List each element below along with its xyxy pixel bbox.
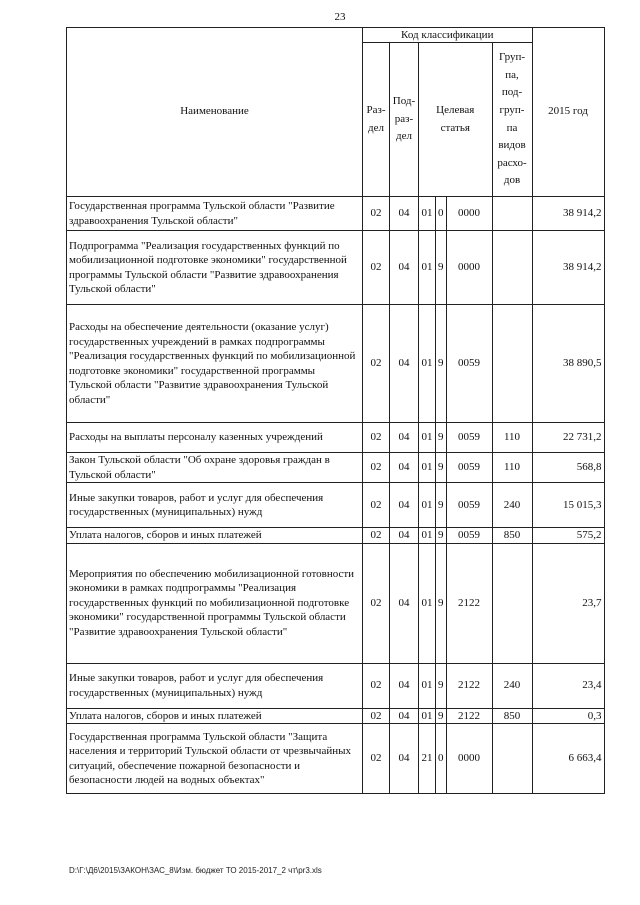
row-subsection: 04	[390, 483, 419, 528]
row-section: 02	[363, 483, 390, 528]
row-group	[492, 231, 532, 305]
row-target-b: 0	[436, 197, 447, 231]
row-target-b: 9	[436, 483, 447, 528]
row-amount: 15 015,3	[532, 483, 604, 528]
row-group: 240	[492, 483, 532, 528]
header-name: Наименование	[67, 28, 363, 197]
row-target-b: 9	[436, 453, 447, 483]
row-amount: 23,7	[532, 543, 604, 663]
row-amount: 6 663,4	[532, 724, 604, 794]
row-group: 850	[492, 528, 532, 544]
row-target-c: 0059	[446, 483, 492, 528]
row-target-c: 0000	[446, 231, 492, 305]
row-name: Уплата налогов, сборов и иных платежей	[67, 528, 363, 544]
row-subsection: 04	[390, 305, 419, 423]
table-row	[67, 528, 605, 544]
row-section: 02	[363, 197, 390, 231]
row-target-a: 01	[419, 231, 436, 305]
header-group: Груп- па, под- груп- па видов расхо- дов	[492, 43, 532, 197]
row-section: 02	[363, 423, 390, 453]
table-row	[67, 724, 605, 794]
row-name: Мероприятия по обеспечению мобилизационной готовности экономики в рамках подпрограммы "Реализация государственных функций по мобилизационной подготовке экономики" государственной программы Тульской области "Развитие здравоохранения Тульской области"	[67, 543, 363, 663]
table-row	[67, 305, 605, 423]
row-target-c: 0059	[446, 528, 492, 544]
row-subsection: 04	[390, 708, 419, 724]
row-name: Расходы на выплаты персоналу казенных учреждений	[67, 423, 363, 453]
row-group	[492, 305, 532, 423]
row-group: 110	[492, 423, 532, 453]
row-group	[492, 197, 532, 231]
row-target-a: 01	[419, 543, 436, 663]
header-year: 2015 год	[532, 28, 604, 197]
header-target: Целевая статья	[419, 43, 493, 197]
row-target-c: 0000	[446, 197, 492, 231]
row-amount: 23,4	[532, 663, 604, 708]
row-target-b: 0	[436, 724, 447, 794]
row-section: 02	[363, 708, 390, 724]
row-subsection: 04	[390, 197, 419, 231]
table-row	[67, 543, 605, 663]
header-subsection: Под- раз- дел	[390, 43, 419, 197]
row-target-b: 9	[436, 543, 447, 663]
row-target-a: 01	[419, 483, 436, 528]
row-amount: 38 890,5	[532, 305, 604, 423]
row-subsection: 04	[390, 528, 419, 544]
row-name: Иные закупки товаров, работ и услуг для обеспечения государственных (муниципальных) нужд	[67, 663, 363, 708]
table-row	[67, 231, 605, 305]
row-target-b: 9	[436, 305, 447, 423]
table-row	[67, 483, 605, 528]
row-subsection: 04	[390, 663, 419, 708]
row-target-b: 9	[436, 231, 447, 305]
row-target-c: 2122	[446, 663, 492, 708]
header-section: Раз- дел	[363, 43, 390, 197]
row-target-b: 9	[436, 423, 447, 453]
row-target-b: 9	[436, 528, 447, 544]
row-target-a: 21	[419, 724, 436, 794]
row-group	[492, 724, 532, 794]
budget-table	[66, 27, 605, 794]
row-subsection: 04	[390, 453, 419, 483]
row-target-b: 9	[436, 708, 447, 724]
row-target-c: 0000	[446, 724, 492, 794]
row-name: Подпрограмма "Реализация государственных функций по мобилизационной подготовке экономики" государственной программы Тульской области "Развитие здравоохранения Тульской области"	[67, 231, 363, 305]
row-target-c: 0059	[446, 453, 492, 483]
row-group: 110	[492, 453, 532, 483]
row-target-b: 9	[436, 663, 447, 708]
header-classification: Код классификации	[363, 28, 533, 43]
row-target-a: 01	[419, 305, 436, 423]
row-section: 02	[363, 663, 390, 708]
row-group	[492, 543, 532, 663]
row-section: 02	[363, 231, 390, 305]
row-name: Государственная программа Тульской области "Защита населения и территорий Тульской области от чрезвычайных ситуаций, обеспечение пожарной безопасности и безопасности людей на водных объектах"	[67, 724, 363, 794]
row-group: 850	[492, 708, 532, 724]
row-name: Иные закупки товаров, работ и услуг для обеспечения государственных (муниципальных) нужд	[67, 483, 363, 528]
row-target-a: 01	[419, 663, 436, 708]
row-group: 240	[492, 663, 532, 708]
row-name: Расходы на обеспечение деятельности (оказание услуг) государственных учреждений в рамках подпрограммы "Реализация государственных функций по мобилизационной подготовке экономики" государственной программы Тульской области "Развитие здравоохранения Тульской области"	[67, 305, 363, 423]
row-section: 02	[363, 724, 390, 794]
table-row	[67, 708, 605, 724]
row-section: 02	[363, 453, 390, 483]
row-target-c: 0059	[446, 305, 492, 423]
row-amount: 0,3	[532, 708, 604, 724]
row-section: 02	[363, 528, 390, 544]
row-target-a: 01	[419, 423, 436, 453]
row-name: Закон Тульской области "Об охране здоровья граждан в Тульской области"	[67, 453, 363, 483]
row-subsection: 04	[390, 423, 419, 453]
page-number: 23	[334, 11, 346, 23]
row-target-a: 01	[419, 197, 436, 231]
row-section: 02	[363, 305, 390, 423]
row-amount: 38 914,2	[532, 197, 604, 231]
row-subsection: 04	[390, 543, 419, 663]
row-subsection: 04	[390, 231, 419, 305]
row-name: Уплата налогов, сборов и иных платежей	[67, 708, 363, 724]
table-row	[67, 663, 605, 708]
file-path-footer: D:\Г:\Д6\2015\ЗАКОН\ЗАС_8\Изм. бюджет ТО 2015-2017_2 чт\pr3.xls	[69, 866, 322, 875]
row-target-a: 01	[419, 528, 436, 544]
row-amount: 575,2	[532, 528, 604, 544]
row-amount: 22 731,2	[532, 423, 604, 453]
row-amount: 38 914,2	[532, 231, 604, 305]
row-target-c: 2122	[446, 708, 492, 724]
table-row	[67, 453, 605, 483]
row-target-a: 01	[419, 453, 436, 483]
table-row	[67, 423, 605, 453]
table-row	[67, 197, 605, 231]
row-name: Государственная программа Тульской области "Развитие здравоохранения Тульской области"	[67, 197, 363, 231]
row-target-c: 2122	[446, 543, 492, 663]
row-section: 02	[363, 543, 390, 663]
row-amount: 568,8	[532, 453, 604, 483]
row-subsection: 04	[390, 724, 419, 794]
row-target-c: 0059	[446, 423, 492, 453]
row-target-a: 01	[419, 708, 436, 724]
